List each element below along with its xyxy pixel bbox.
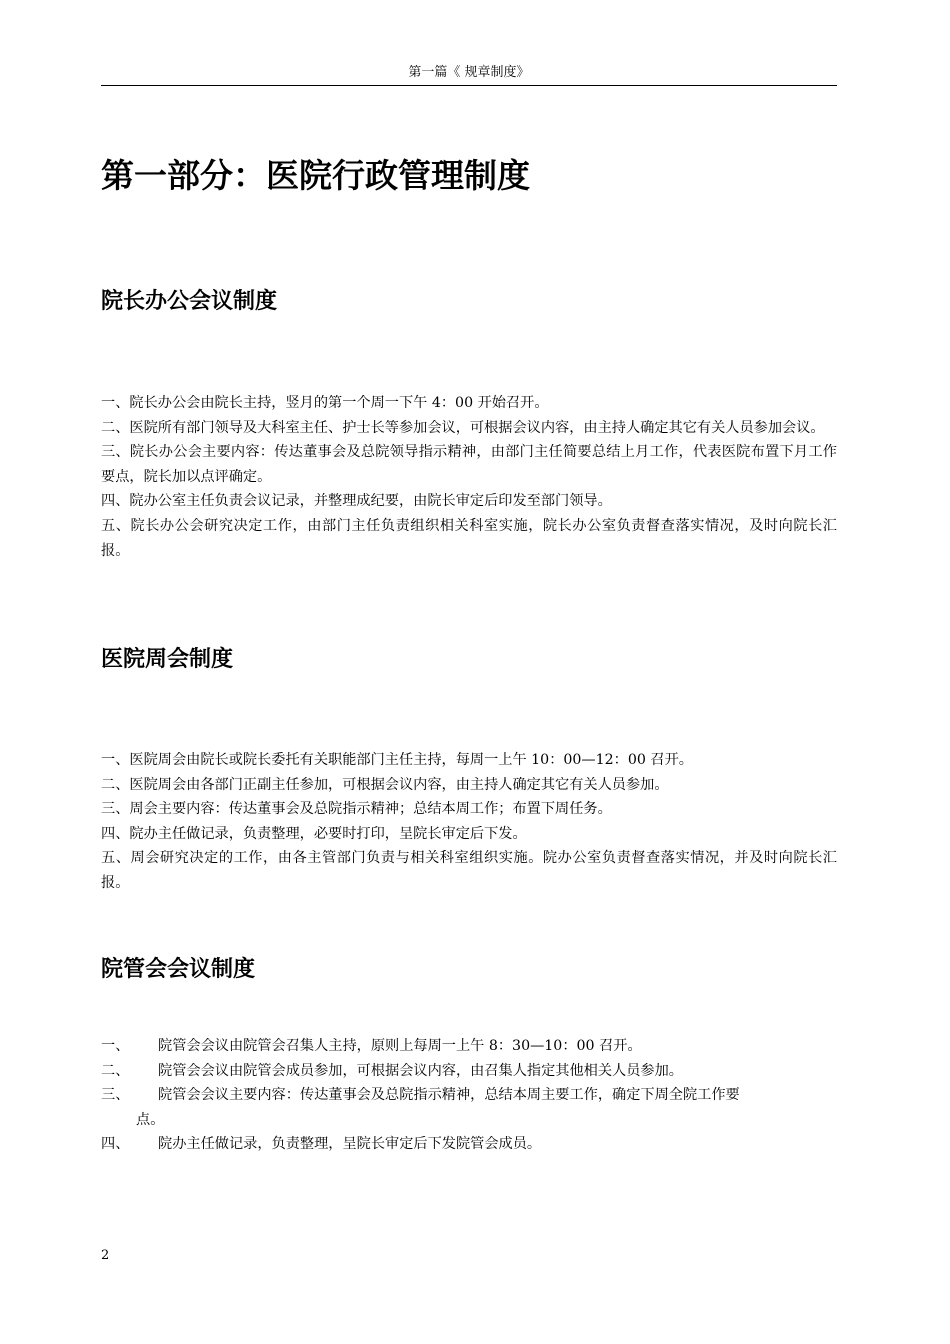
list-number: 一、 [101, 1038, 130, 1054]
list-text-wrapper [158, 1083, 837, 1108]
paragraph: 二、医院周会由各部门正副主任参加，可根据会议内容，由主持人确定其它有关人员参加。 [101, 776, 669, 793]
paragraph: 四、院办公室主任负责会议记录，并整理成纪要，由院长审定后印发至部门领导。 [101, 493, 612, 510]
page-number: 2 [101, 1248, 110, 1263]
paragraph: 五、周会研究决定的工作，由各主管部门负责与相关科室组织实施。院办公室负责督查落实情况，并及时向院长汇报。 [101, 850, 837, 891]
paragraph: 三、周会主要内容：传达董事会及总院指示精神；总结本周工作；布置下周任务。 [101, 801, 612, 818]
paragraph: 二、医院所有部门领导及大科室主任、护士长等参加会议，可根据会议内容，由主持人确定其它有关人员参加会议。 [101, 419, 825, 436]
list-item [101, 1083, 837, 1108]
list-item [101, 1034, 837, 1059]
list-number: 四、 [101, 1136, 130, 1153]
paragraph: 三、院长办公会主要内容：传达董事会及总院领导指示精神，由部门主任简要总结上月工作，代表医院布置下月工作要点，院长加以点评确定。 [101, 444, 837, 485]
paragraph: 五、院长办公会研究决定工作，由部门主任负责组织相关科室实施，院长办公室负责督查落实情况，及时向院长汇报。 [101, 517, 837, 559]
part-title: 第一部分：医院行政管理制度 [101, 156, 530, 195]
section-body-weekly-meeting [101, 748, 837, 896]
page-header: 第一篇《 规章制度》 [408, 65, 530, 80]
section-title-management-meeting: 院管会会议制度 [101, 957, 256, 982]
list-number: 二、 [101, 1062, 130, 1079]
section-body-president-meeting [101, 391, 837, 563]
paragraph: 四、院办主任做记录，负责整理，必要时打印，呈院长审定后下发。 [101, 825, 527, 842]
list-item-continuation [101, 1108, 837, 1133]
list-text: 院管会会议主要内容：传达董事会及总院指示精神，总结本周主要工作，确定下周全院工作要 [158, 1087, 740, 1104]
header-rule [101, 85, 837, 86]
section-title-weekly-meeting: 医院周会制度 [101, 647, 234, 672]
paragraph: 一、医院周会由院长或院长委托有关职能部门主任主持，每周一上午 10：00—12：00 召开。 [101, 752, 693, 768]
list-number: 三、 [101, 1087, 130, 1104]
list-text-continuation: 点。 [136, 1111, 165, 1128]
list-item [101, 1059, 837, 1084]
section-body-management-meeting [101, 1034, 837, 1157]
list-item [101, 1132, 837, 1157]
list-text: 院管会会议由院管会召集人主持，原则上每周一上午 8：30—10：00 召开。 [158, 1038, 642, 1054]
list-text: 院办主任做记录，负责整理，呈院长审定后下发院管会成员。 [158, 1136, 542, 1153]
list-text: 院管会会议由院管会成员参加，可根据会议内容，由召集人指定其他相关人员参加。 [158, 1062, 683, 1079]
section-title-president-meeting: 院长办公会议制度 [101, 289, 278, 314]
paragraph: 一、院长办公会由院长主持，竖月的第一个周一下午 4：00 开始召开。 [101, 395, 549, 411]
